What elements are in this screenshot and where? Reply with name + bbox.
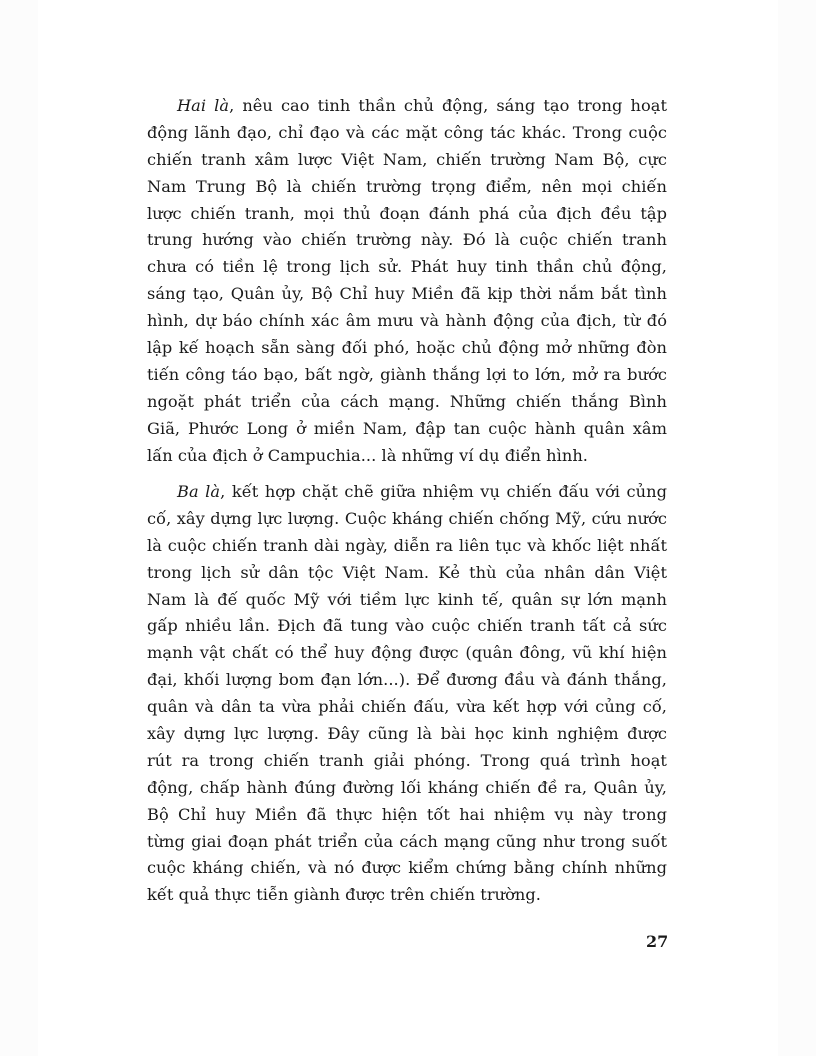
- text-line: ngoặt phát triển của cách mạng. Những chiến thắng Bình: [147, 391, 667, 411]
- text-line: là cuộc chiến tranh dài ngày, diễn ra liên tục và khốc liệt nhất: [147, 535, 667, 555]
- text-line: lấn của địch ở Campuchia... là những ví dụ điển hình.: [147, 445, 589, 465]
- text-line: [147, 93, 667, 120]
- text-line: Bộ Chỉ huy Miền đã thực hiện tốt hai nhiệm vụ này trong: [147, 804, 667, 824]
- page-number: 27: [646, 932, 669, 951]
- paragraph-lead: Hai là: [177, 96, 230, 115]
- paragraph-lead: Ba là: [177, 482, 221, 501]
- text-line: kết quả thực tiễn giành được trên chiến trường.: [147, 885, 542, 905]
- text-line: gấp nhiều lần. Địch đã tung vào cuộc chiến tranh tất cả sức: [147, 616, 667, 636]
- text-line: động lãnh đạo, chỉ đạo và các mặt công tác khác. Trong cuộc: [147, 122, 667, 142]
- text-line: Nam Trung Bộ là chiến trường trọng điểm, nên mọi chiến: [147, 176, 667, 196]
- text-line: hình, dự báo chính xác âm mưu và hành động của địch, từ đó: [147, 311, 667, 331]
- line-text: , nêu cao tinh thần chủ động, sáng tạo trong hoạt: [229, 96, 667, 115]
- text-line: cố, xây dựng lực lượng. Cuộc kháng chiến chống Mỹ, cứu nước: [147, 508, 667, 528]
- text-line: quân và dân ta vừa phải chiến đấu, vừa kết hợp với củng cố,: [147, 697, 667, 717]
- text-line: [147, 479, 667, 506]
- text-line: từng giai đoạn phát triển của cách mạng cũng như trong suốt: [147, 831, 667, 851]
- text-line: lược chiến tranh, mọi thủ đoạn đánh phá của địch đều tập: [147, 203, 667, 223]
- text-line: mạnh vật chất có thể huy động được (quân đông, vũ khí hiện: [147, 643, 667, 663]
- text-line: đại, khối lượng bom đạn lớn...). Để đương đầu và đánh thắng,: [147, 670, 667, 690]
- text-line: chưa có tiền lệ trong lịch sử. Phát huy tinh thần chủ động,: [147, 257, 667, 277]
- text-line: Nam là đế quốc Mỹ với tiềm lực kinh tế, quân sự lớn mạnh: [147, 589, 667, 609]
- text-line: tiến công táo bạo, bất ngờ, giành thắng lợi to lớn, mở ra bước: [147, 364, 667, 384]
- text-line: động, chấp hành đúng đường lối kháng chiến đề ra, Quân ủy,: [147, 777, 667, 797]
- text-line: rút ra trong chiến tranh giải phóng. Trong quá trình hoạt: [147, 750, 667, 770]
- text-line: cuộc kháng chiến, và nó được kiểm chứng bằng chính những: [147, 858, 667, 878]
- text-line: lập kế hoạch sẵn sàng đối phó, hoặc chủ động mở những đòn: [147, 338, 667, 358]
- text-line: Giã, Phước Long ở miền Nam, đập tan cuộc hành quân xâm: [147, 418, 667, 438]
- text-line: trong lịch sử dân tộc Việt Nam. Kẻ thù của nhân dân Việt: [147, 562, 667, 582]
- text-line: xây dựng lực lượng. Đây cũng là bài học kinh nghiệm được: [147, 724, 667, 744]
- paragraph-ba-la: [147, 479, 667, 909]
- text-line: sáng tạo, Quân ủy, Bộ Chỉ huy Miền đã kịp thời nắm bắt tình: [147, 284, 667, 304]
- text-line: trung hướng vào chiến trường này. Đó là cuộc chiến tranh: [147, 230, 667, 250]
- text-line: chiến tranh xâm lược Việt Nam, chiến trường Nam Bộ, cực: [147, 149, 667, 169]
- line-text: , kết hợp chặt chẽ giữa nhiệm vụ chiến đấu với củng: [220, 482, 667, 501]
- paragraph-hai-la: [147, 93, 667, 469]
